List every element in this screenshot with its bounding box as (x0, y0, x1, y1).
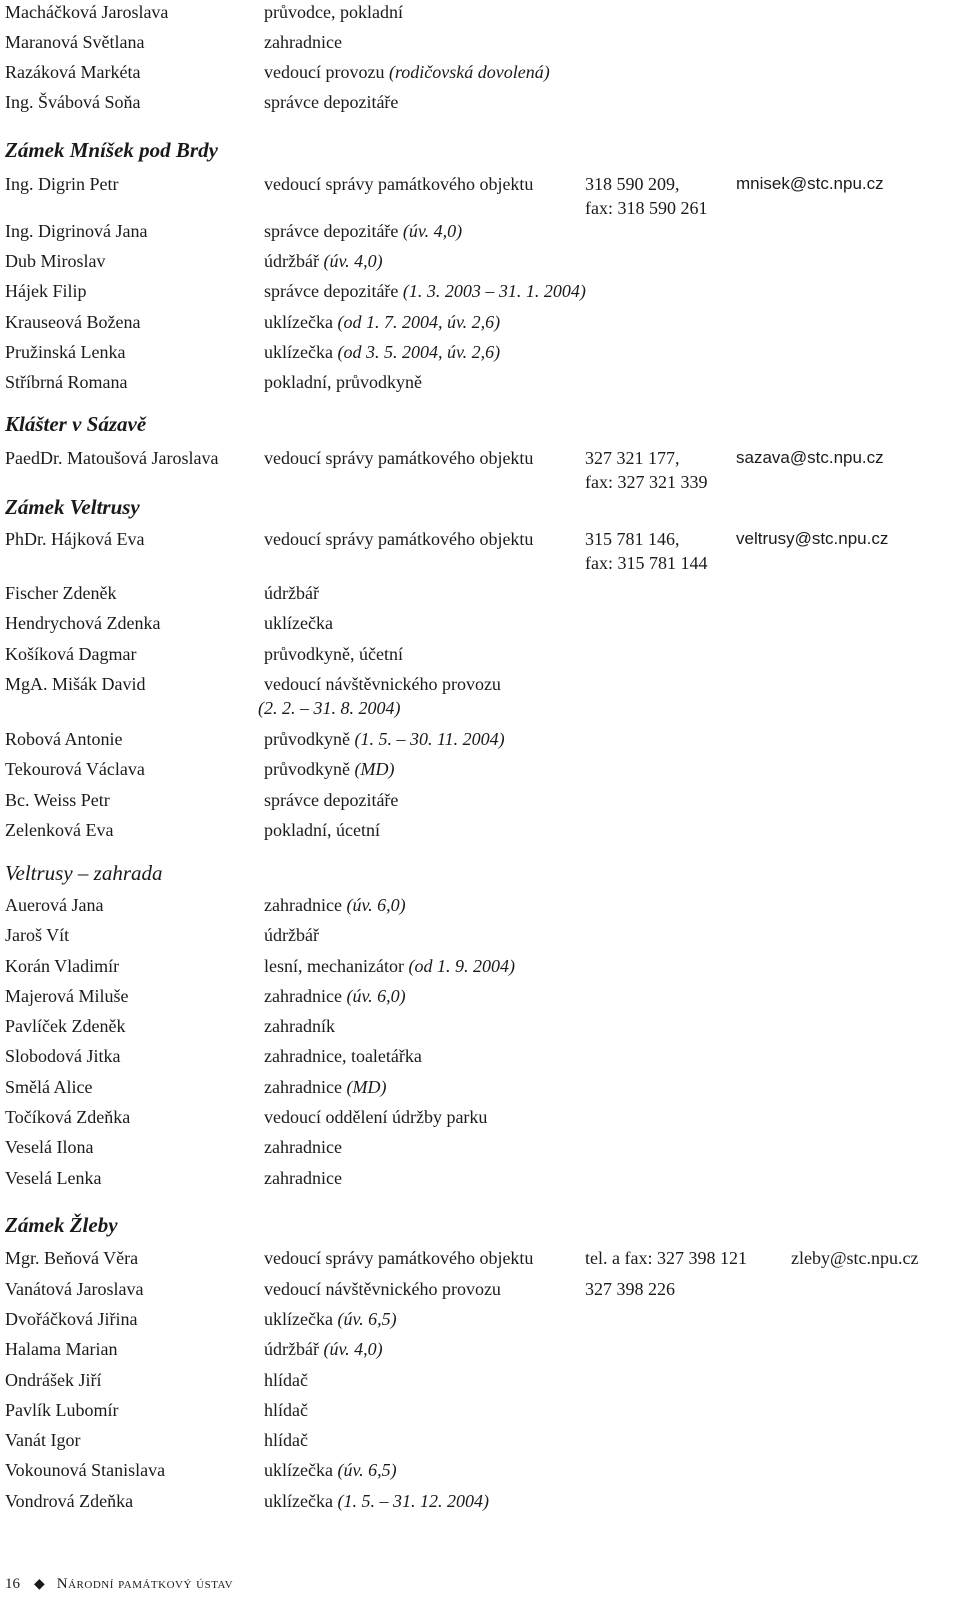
section-title: Veltrusy – zahrada (5, 861, 163, 885)
staff-name: Mgr. Beňová Věra (5, 1248, 139, 1268)
staff-name: Krauseová Božena (5, 312, 141, 332)
fax: fax: 318 590 261 (585, 198, 708, 218)
staff-name: Tekourová Václava (5, 759, 145, 779)
staff-name: Auerová Jana (5, 895, 104, 915)
staff-note: (od 1. 7. 2004, úv. 2,6) (332, 312, 501, 332)
staff-role: uklízečka (úv. 6,5) (264, 1309, 397, 1329)
phone: tel. a fax: 327 398 121 (585, 1248, 747, 1268)
staff-role: pokladní, průvodkyně (264, 372, 422, 392)
staff-name: Razáková Markéta (5, 62, 141, 82)
staff-role: zahradnice (264, 1137, 342, 1157)
staff-name: Vokounová Stanislava (5, 1460, 166, 1480)
staff-name: Ing. Digrin Petr (5, 174, 119, 194)
staff-name: Halama Marian (5, 1339, 118, 1359)
section-title: Klášter v Sázavě (5, 412, 147, 436)
staff-name: Stříbrná Romana (5, 372, 128, 392)
staff-name: Vondrová Zdeňka (5, 1491, 134, 1511)
staff-note: (rodičovská dovolená) (384, 62, 550, 82)
staff-role: průvodce, pokladní (264, 2, 403, 22)
page-footer (5, 1574, 233, 1594)
staff-role: hlídač (264, 1430, 308, 1450)
fax: fax: 315 781 144 (585, 553, 708, 573)
staff-role: uklízečka (264, 613, 333, 633)
staff-name: Dvořáčková Jiřina (5, 1309, 138, 1329)
staff-role: zahradnice (264, 1168, 342, 1188)
staff-role: údržbář (úv. 4,0) (264, 251, 383, 271)
staff-name: Maranová Světlana (5, 32, 145, 52)
staff-role: zahradnice (264, 32, 342, 52)
staff-role: průvodkyně, účetní (264, 644, 403, 664)
staff-role: zahradník (264, 1016, 335, 1036)
staff-role: zahradnice (MD) (264, 1077, 387, 1097)
staff-note: (úv. 4,0) (398, 221, 463, 241)
publisher-name: Národní památkový ústav (56, 1576, 234, 1592)
staff-name: Korán Vladimír (5, 956, 120, 976)
staff-name: Ing. Švábová Soňa (5, 92, 141, 112)
staff-name: Smělá Alice (5, 1077, 93, 1097)
staff-note: (1. 5. – 31. 12. 2004) (332, 1491, 489, 1511)
staff-name: Vanát Igor (5, 1430, 81, 1450)
staff-note: (MD) (341, 1077, 387, 1097)
staff-name: Pružinská Lenka (5, 342, 126, 362)
staff-role: zahradnice (úv. 6,0) (264, 895, 406, 915)
staff-role: lesní, mechanizátor (od 1. 9. 2004) (264, 956, 515, 976)
staff-role: vedoucí správy památkového objektu (264, 448, 534, 468)
staff-note: (úv. 6,5) (332, 1309, 397, 1329)
staff-name: MgA. Mišák David (5, 674, 146, 694)
staff-name: Vanátová Jaroslava (5, 1279, 144, 1299)
staff-note: (od 3. 5. 2004, úv. 2,6) (332, 342, 501, 362)
staff-role: vedoucí návštěvnického provozu (264, 674, 501, 694)
staff-role: vedoucí provozu (rodičovská dovolená) (264, 62, 550, 82)
staff-name: PhDr. Hájková Eva (5, 529, 145, 549)
staff-role: průvodkyně (1. 5. – 30. 11. 2004) (264, 729, 505, 749)
staff-role: vedoucí oddělení údržby parku (264, 1107, 488, 1127)
staff-name: Jaroš Vít (5, 925, 70, 945)
staff-name: Ondrášek Jiří (5, 1370, 102, 1390)
email-link[interactable]: zleby@stc.npu.cz (791, 1248, 919, 1268)
staff-role: správce depozitáře (1. 3. 2003 – 31. 1. 2004) (264, 281, 586, 301)
staff-role: pokladní, úcetní (264, 820, 380, 840)
phone: 327 398 226 (585, 1279, 675, 1299)
staff-role: uklízečka (úv. 6,5) (264, 1460, 397, 1480)
staff-note: (od 1. 9. 2004) (403, 956, 515, 976)
staff-name: Pavlík Lubomír (5, 1400, 119, 1420)
staff-note: (1. 5. – 30. 11. 2004) (349, 729, 505, 749)
staff-name: Veselá Lenka (5, 1168, 102, 1188)
email-link[interactable]: sazava@stc.npu.cz (736, 448, 884, 467)
staff-name: Slobodová Jitka (5, 1046, 121, 1066)
staff-role: vedoucí správy památkového objektu (264, 174, 534, 194)
staff-role: správce depozitáře (264, 790, 399, 810)
section-title: Zámek Veltrusy (5, 495, 140, 519)
staff-name: Točíková Zdeňka (5, 1107, 131, 1127)
staff-name: Majerová Miluše (5, 986, 129, 1006)
staff-note: (úv. 6,5) (332, 1460, 397, 1480)
staff-note: (úv. 6,0) (341, 986, 406, 1006)
staff-name: Bc. Weiss Petr (5, 790, 110, 810)
staff-role: zahradnice (úv. 6,0) (264, 986, 406, 1006)
staff-role: správce depozitáře (úv. 4,0) (264, 221, 463, 241)
staff-name: Veselá Ilona (5, 1137, 94, 1157)
staff-name: PaedDr. Matoušová Jaroslava (5, 448, 219, 468)
phone: 318 590 209, (585, 174, 680, 194)
staff-role: údržbář (264, 925, 319, 945)
staff-note: (1. 3. 2003 – 31. 1. 2004) (398, 281, 586, 301)
staff-role: vedoucí návštěvnického provozu (264, 1279, 501, 1299)
fax: fax: 327 321 339 (585, 472, 708, 492)
staff-note: (2. 2. – 31. 8. 2004) (258, 698, 401, 718)
staff-name: Dub Miroslav (5, 251, 106, 271)
page-number: 16 (5, 1576, 20, 1592)
staff-role: údržbář (264, 583, 319, 603)
staff-role: hlídač (264, 1370, 308, 1390)
staff-role: hlídač (264, 1400, 308, 1420)
staff-name: Macháčková Jaroslava (5, 2, 169, 22)
staff-role: uklízečka (od 3. 5. 2004, úv. 2,6) (264, 342, 501, 362)
diamond-icon: ◆ (34, 1577, 45, 1592)
staff-note: (MD) (349, 759, 395, 779)
staff-role: vedoucí správy památkového objektu (264, 1248, 534, 1268)
email-link[interactable]: veltrusy@stc.npu.cz (736, 529, 889, 548)
staff-role: vedoucí správy památkového objektu (264, 529, 534, 549)
staff-name: Robová Antonie (5, 729, 123, 749)
staff-note: (úv. 4,0) (318, 251, 383, 271)
staff-role: správce depozitáře (264, 92, 399, 112)
email-link[interactable]: mnisek@stc.npu.cz (736, 174, 884, 193)
staff-name: Zelenková Eva (5, 820, 114, 840)
staff-note: (úv. 4,0) (318, 1339, 383, 1359)
staff-name: Hendrychová Zdenka (5, 613, 161, 633)
staff-role: uklízečka (od 1. 7. 2004, úv. 2,6) (264, 312, 501, 332)
staff-role: údržbář (úv. 4,0) (264, 1339, 383, 1359)
staff-role: uklízečka (1. 5. – 31. 12. 2004) (264, 1491, 489, 1511)
staff-name: Pavlíček Zdeněk (5, 1016, 126, 1036)
phone: 315 781 146, (585, 529, 680, 549)
staff-note: (úv. 6,0) (341, 895, 406, 915)
phone: 327 321 177, (585, 448, 680, 468)
section-title: Zámek Mníšek pod Brdy (5, 138, 218, 162)
staff-name: Košíková Dagmar (5, 644, 137, 664)
staff-role: průvodkyně (MD) (264, 759, 395, 779)
staff-name: Hájek Filip (5, 281, 87, 301)
staff-role: zahradnice, toaletářka (264, 1046, 422, 1066)
section-title: Zámek Žleby (5, 1213, 118, 1237)
staff-name: Ing. Digrinová Jana (5, 221, 148, 241)
staff-name: Fischer Zdeněk (5, 583, 117, 603)
